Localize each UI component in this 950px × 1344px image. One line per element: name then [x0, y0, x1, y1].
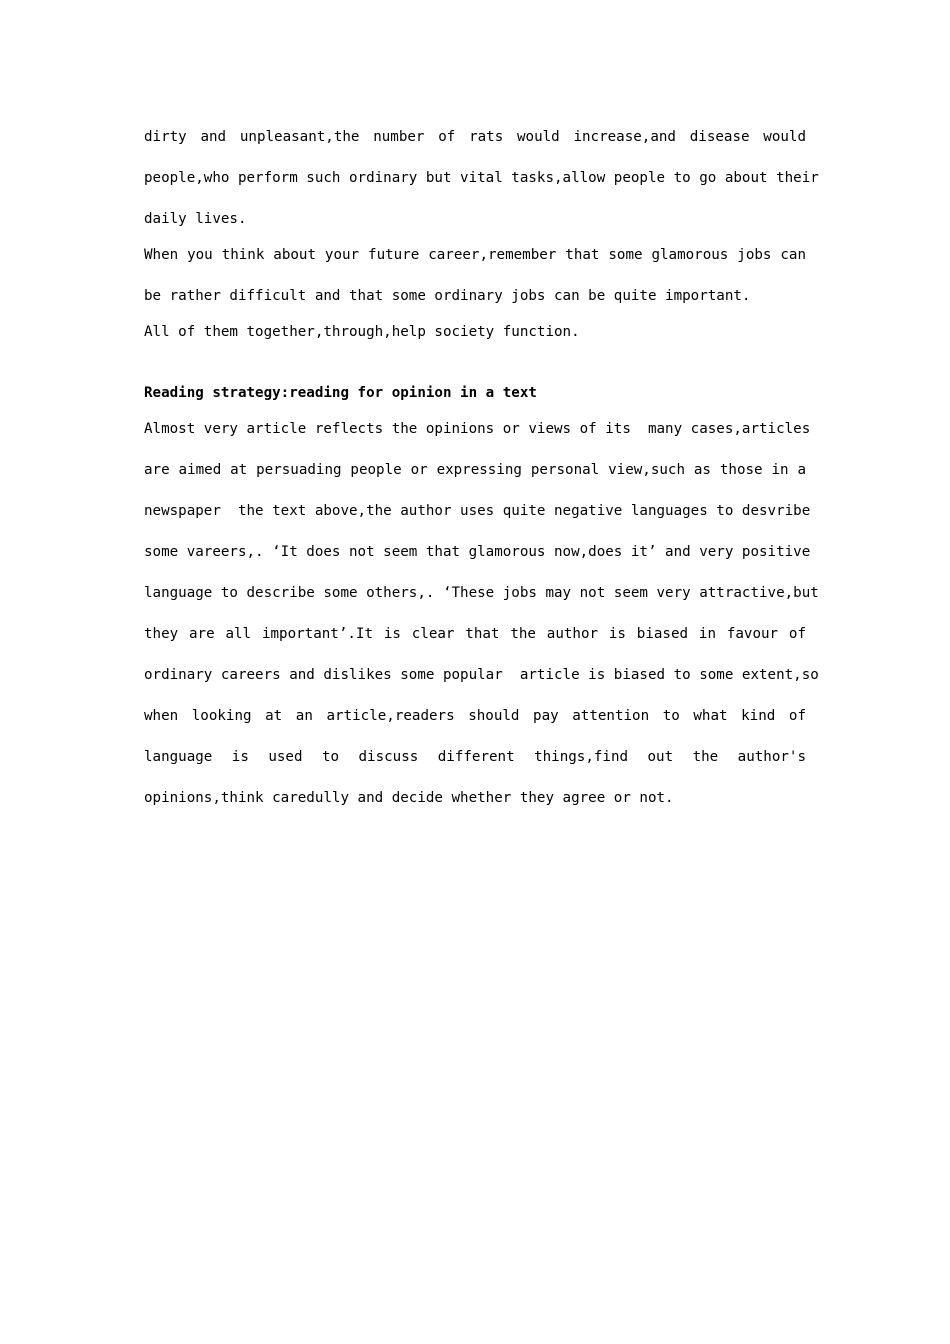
paragraph-line: people,who perform such ordinary but vital tasks,allow people to go about their — [144, 170, 819, 186]
paragraph-line: be rather difficult and that some ordinary jobs can be quite important. — [144, 288, 751, 304]
paragraph-line: opinions,think caredully and decide whether they agree or not. — [144, 790, 674, 806]
section-gap — [144, 353, 806, 378]
paragraph-line: some vareers,. ‘It does not seem that glamorous now,does it’ and very positive — [144, 544, 811, 560]
paragraph-line: language is used to discuss different things,find out the author's — [144, 749, 806, 765]
paragraph-line: Almost very article reflects the opinions or views of its many cases,articles — [144, 421, 811, 437]
paragraph-workers — [144, 122, 819, 240]
paragraph-career — [144, 240, 806, 317]
paragraph-line: newspaper the text above,the author uses quite negative languages to desvribe — [144, 503, 811, 519]
paragraph-line: When you think about your future career,remember that some glamorous jobs can — [144, 247, 806, 263]
paragraph-line: they are all important’.It is clear that the author is biased in favour of — [144, 626, 806, 642]
paragraph-society — [144, 317, 806, 353]
paragraph-line: daily lives. — [144, 211, 247, 227]
paragraph-line: are aimed at persuading people or expressing personal view,such as those in a — [144, 462, 806, 478]
paragraph-line: when looking at an article,readers should pay attention to what kind of — [144, 708, 806, 724]
paragraph-line: language to describe some others,. ‘These jobs may not seem very attractive,but — [144, 585, 819, 601]
paragraph-reading-strategy — [144, 414, 819, 819]
section-heading: Reading strategy:reading for opinion in a text — [144, 385, 537, 401]
paragraph-line: ordinary careers and dislikes some popular article is biased to some extent,so — [144, 667, 819, 683]
document-content — [144, 122, 819, 819]
paragraph-line: All of them together,through,help society function. — [144, 324, 580, 340]
paragraph-line: dirty and unpleasant,the number of rats would increase,and disease would — [144, 129, 806, 145]
